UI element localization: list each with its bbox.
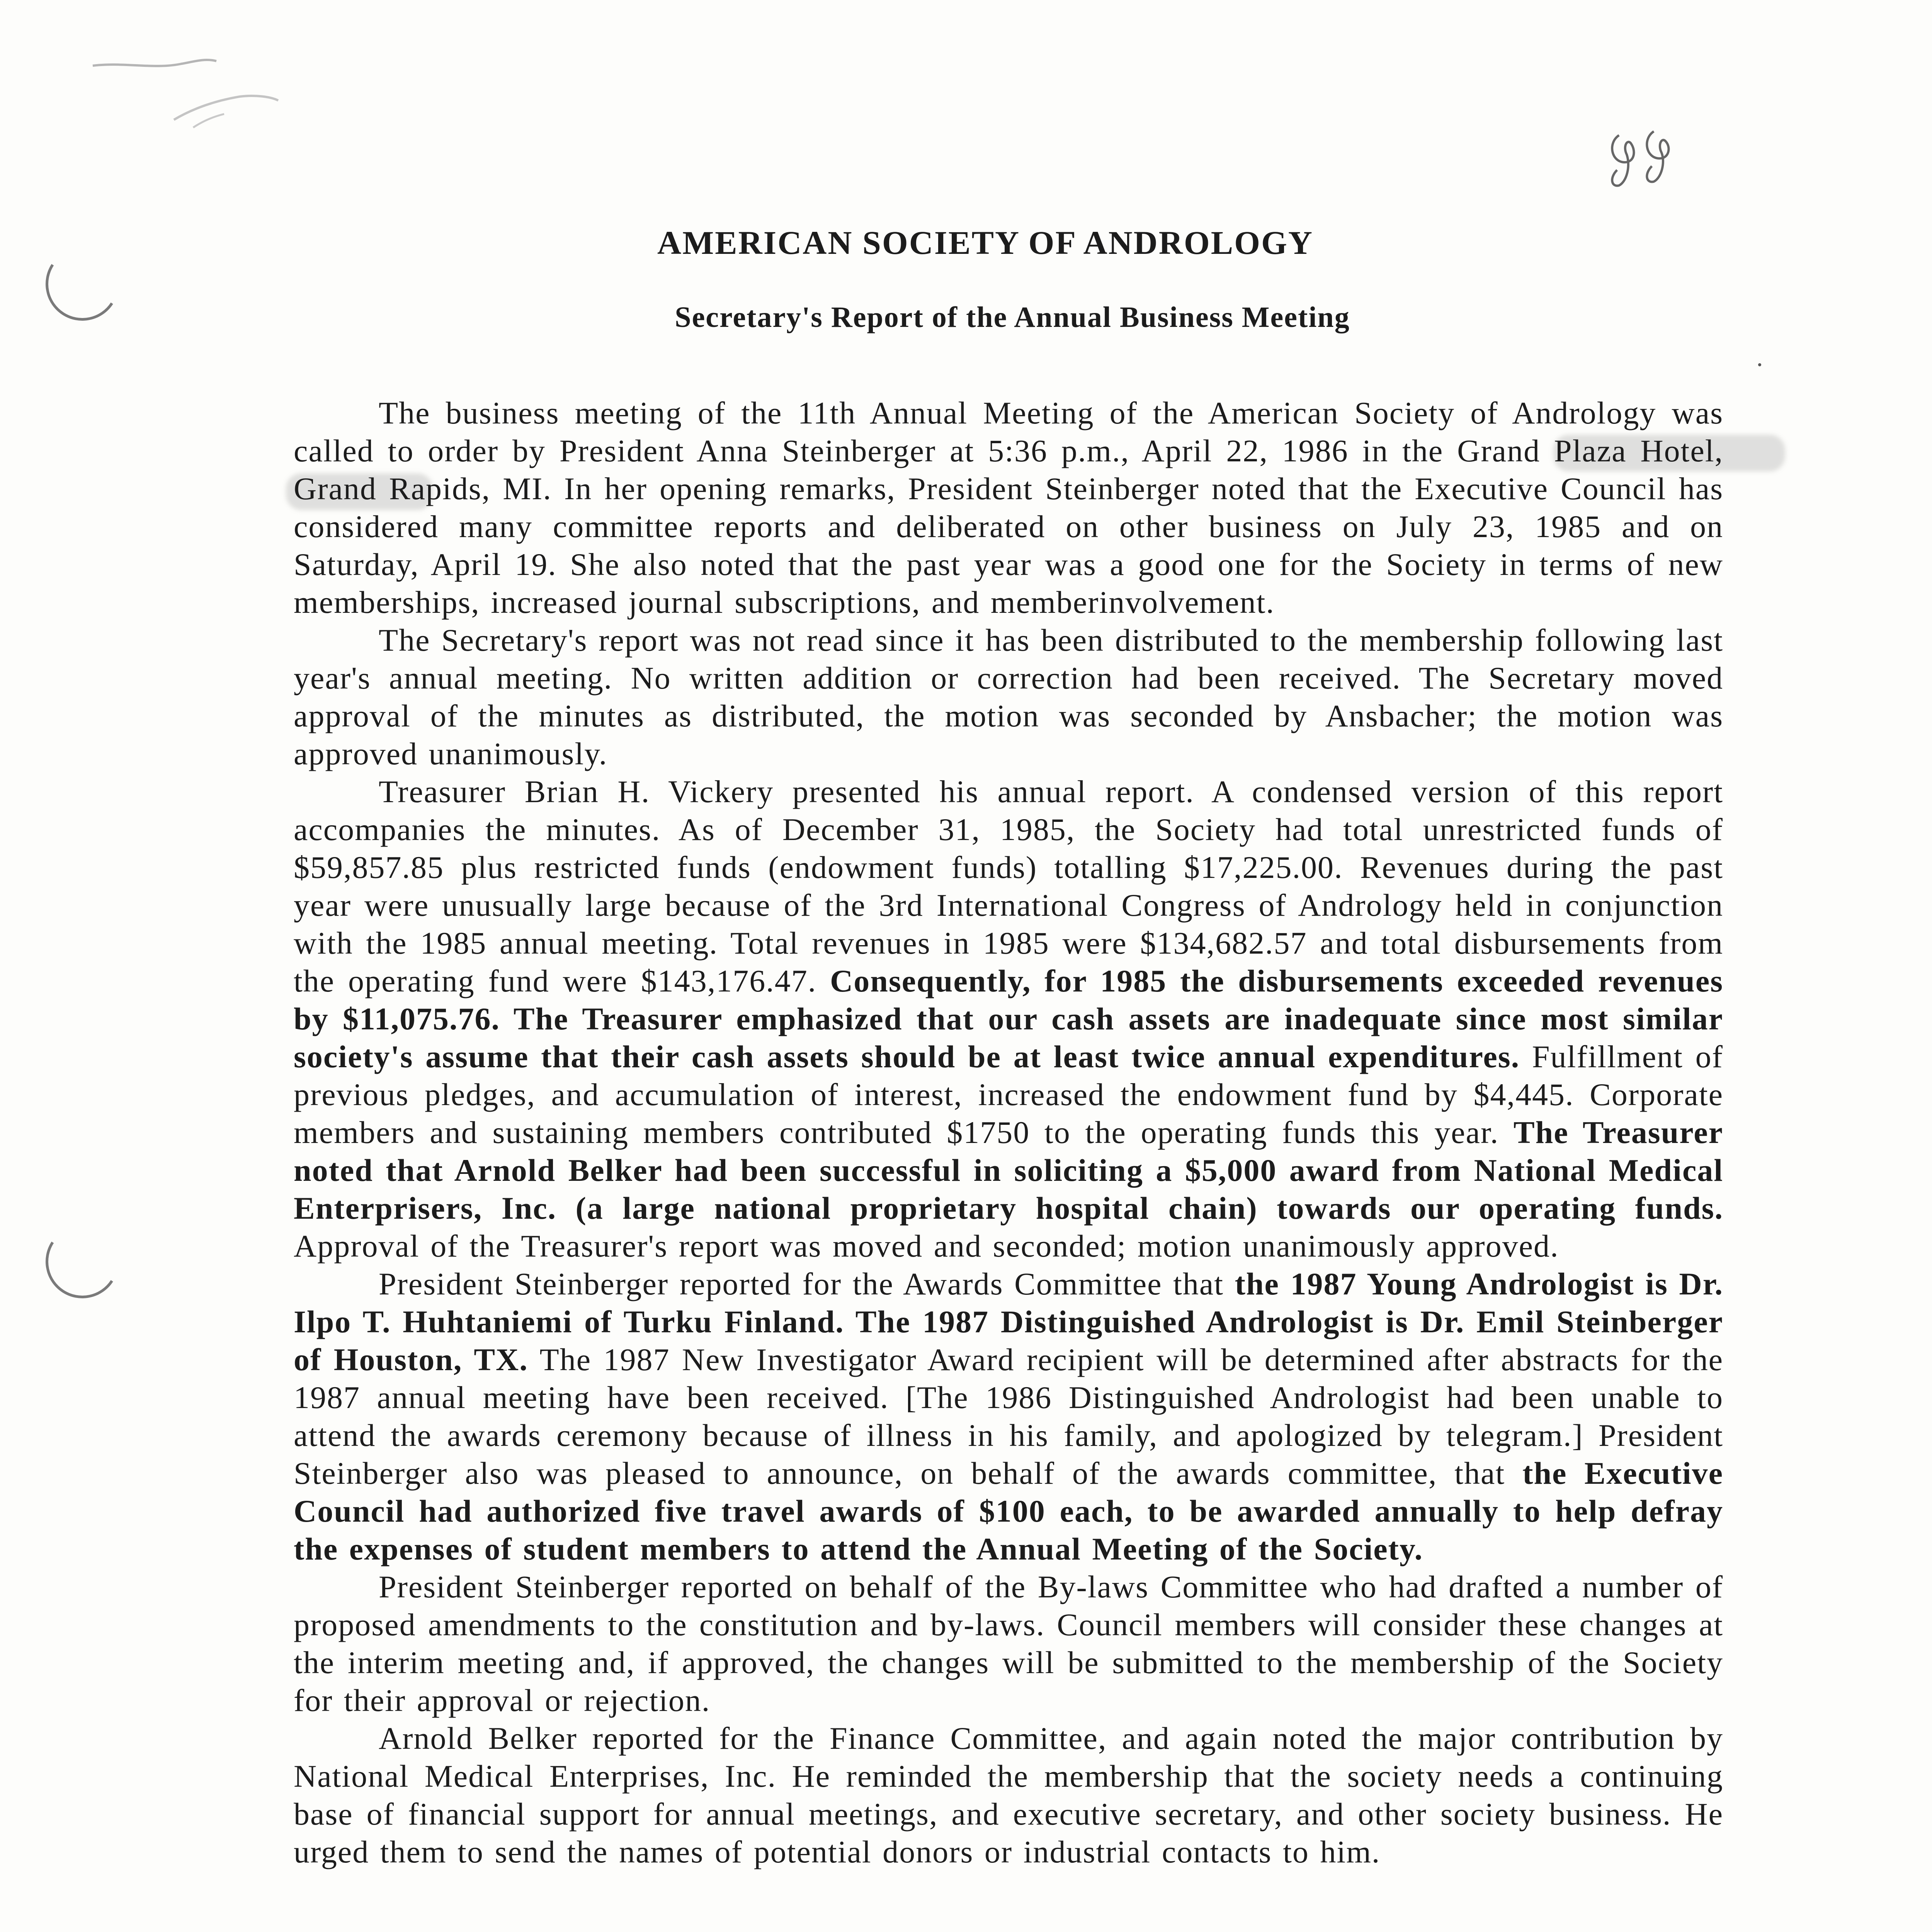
report-paragraph bbox=[294, 773, 1723, 1265]
page-number-value bbox=[1611, 128, 1680, 190]
paragraph-text: President Steinberger reported on behalf of the By-laws Committee who had drafted a number of proposed amendments to the constitution and by-laws. Council members will consider these changes at the interim meeting and, if approved, the changes will be submitted to the membership of the Society for their approval or rejection. bbox=[294, 1569, 1723, 1718]
paper-speck bbox=[1758, 363, 1761, 366]
report-paragraph bbox=[294, 621, 1723, 773]
paragraph-text: President Steinberger reported for the Awards Committee that bbox=[379, 1266, 1235, 1301]
document-title: AMERICAN SOCIETY OF ANDROLOGY bbox=[657, 224, 1314, 261]
report-body bbox=[294, 394, 1723, 1871]
report-paragraph bbox=[294, 394, 1723, 621]
binder-hole-middle bbox=[39, 1218, 126, 1305]
report-paragraph bbox=[294, 1568, 1723, 1719]
paragraph-text: Approval of the Treasurer's report was moved and seconded; motion unanimously approved. bbox=[294, 1228, 1559, 1264]
report-paragraph bbox=[294, 1265, 1723, 1568]
paragraph-text: The Secretary's report was not read since it has been distributed to the membership following last year's annual meeting. No written addition or correction had been received. The Secretary moved approval of the minutes as distributed, the motion was seconded by Ansbacher; the motion was approved unanimously. bbox=[294, 622, 1723, 771]
pencil-scribble-mark bbox=[77, 43, 294, 143]
document-subtitle: Secretary's Report of the Annual Business Meeting bbox=[675, 301, 1350, 334]
paragraph-text: Arnold Belker reported for the Finance Committee, and again noted the major contribution by National Medical Enterprises, Inc. He reminded the membership that the society needs a continuing base of financial support for annual meetings, and executive secretary, and other society business. He urged them to send the names of potential donors or industrial contacts to him. bbox=[294, 1721, 1723, 1869]
emphasized-text: Consequently, for 1985 the disbursements exceeded revenues by $11,075.76. The Treasurer emphasized that our cash assets are inadequate since most similar society's assume that their cash assets should be at least twice annual expenditures. bbox=[294, 963, 1724, 1074]
emphasized-text: the 1987 Young Andrologist is Dr. Ilpo T. Huhtaniemi of Turku Finland. The 1987 Distinguished Andrologist is Dr. Emil Steinberger of Houston, TX. bbox=[294, 1266, 1723, 1377]
paragraph-text: The business meeting of the 11th Annual Meeting of the American Society of Andrology was called to order by President Anna Steinberger at 5:36 p.m., April 22, 1986 in the Grand Plaza Hotel, Grand Rapids, MI. In her opening remarks, President Steinberger noted that the Executive Council has considered many committee reports and deliberated on other business on July 23, 1985 and on Saturday, April 19. She also noted that the past year was a good one for the Society in terms of new memberships, increased journal subscriptions, and memberinvolvement. bbox=[294, 395, 1723, 620]
report-paragraph bbox=[294, 1719, 1723, 1871]
paragraph-text: Treasurer Brian H. Vickery presented his annual report. A condensed version of this report accompanies the minutes. As of December 31, 1985, the Society had total unrestricted funds of $59,857.85 plus restricted funds (endowment funds) totalling $17,225.00. Revenues during the past year were unusually large because of the 3rd International Congress of Andrology held in conjunction with the 1985 annual meeting. Total revenues in 1985 were $134,682.57 and total disbursements from the operating fund were $143,176.47. bbox=[294, 774, 1723, 998]
paragraph-text: Fulfillment of previous pledges, and accumulation of interest, increased the endowment fund by $4,445. Corporate members and sustaining members contributed $1750 to the operating funds this year. bbox=[294, 1039, 1723, 1150]
emphasized-text: The Treasurer noted that Arnold Belker had been successful in soliciting a $5,000 award from National Medical Enterprisers, Inc. (a large national proprietary hospital chain) towards our operating funds. bbox=[294, 1115, 1723, 1226]
emphasized-text: the Executive Council had authorized five travel awards of $100 each, to be awarded annually to help defray the expenses of student members to attend the Annual Meeting of the Society. bbox=[294, 1456, 1723, 1566]
paragraph-text: The 1987 New Investigator Award recipient will be determined after abstracts for the 1987 annual meeting have been received. [The 1986 Distinguished Andrologist had been unable to attend the awards ceremony because of illness in his family, and apologized by telegram.] President Steinberger also was pleased to announce, on behalf of the awards committee, that bbox=[294, 1342, 1723, 1491]
